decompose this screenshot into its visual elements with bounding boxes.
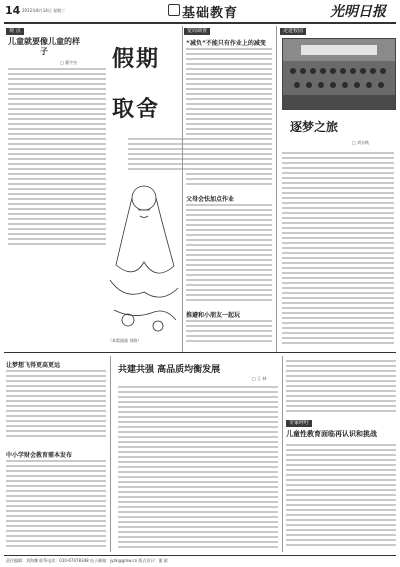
bottom-left-body-1 bbox=[6, 370, 106, 442]
bottom-col-divider-2 bbox=[282, 356, 283, 552]
bottom-col-divider-1 bbox=[110, 356, 111, 552]
left-article-body bbox=[8, 68, 106, 248]
date-line: 2012年8月14日 星期三 bbox=[22, 8, 66, 13]
bottom-left-body-2 bbox=[6, 460, 106, 552]
bottom-right-upper-body bbox=[286, 360, 396, 416]
footer-credits: 责任编辑：刘海鹰 联系电话：010-67078348 电子邮箱：jyzk@gmw.cn 版式设计：董 斌 bbox=[6, 558, 168, 563]
survey-body-2 bbox=[186, 204, 272, 304]
section-title: 基础教育 bbox=[182, 6, 239, 21]
survey-tag: 宽周调查 bbox=[184, 28, 210, 35]
left-byline: □ 董宇杰 bbox=[60, 60, 78, 65]
survey-subtitle-1: “减负”不能只有作业上的减变 bbox=[186, 40, 266, 47]
right-section-tag: 走进校园 bbox=[280, 28, 306, 35]
survey-column-divider bbox=[182, 26, 183, 352]
expert-tag: 专家呼吁 bbox=[286, 420, 312, 427]
footer-divider bbox=[4, 555, 396, 556]
survey-subtitle-3: 推避和小朋友一起玩 bbox=[186, 312, 241, 319]
bottom-center-body bbox=[118, 386, 278, 552]
feature-illustration bbox=[104, 170, 182, 335]
bottom-right-title: 儿童性教育面临再认识和挑战 bbox=[286, 430, 377, 438]
feature-intro-body bbox=[128, 138, 190, 172]
feature-big-title-1: 假期 bbox=[112, 46, 161, 72]
bottom-right-body bbox=[286, 444, 396, 552]
bottom-left-title-1: 让梦想飞得更高更远 bbox=[6, 362, 61, 369]
right-article-body bbox=[282, 152, 394, 348]
left-section-tag: 观 点 bbox=[6, 28, 24, 35]
bottom-left-title-2: 中小学财会教育需本发布 bbox=[6, 452, 73, 459]
feature-big-title-2: 取舍 bbox=[112, 96, 161, 122]
bottom-divider bbox=[4, 352, 396, 353]
survey-subtitle-2: 父母会怯加点作业 bbox=[186, 196, 235, 203]
right-column-divider bbox=[276, 26, 277, 352]
brand-logo: 光明日报 bbox=[330, 4, 386, 20]
right-article-title: 逐梦之旅 bbox=[290, 120, 339, 134]
illustration-caption: （本版插画 刘路） bbox=[108, 338, 142, 343]
group-photo bbox=[282, 38, 396, 110]
left-article-title: 儿童就要像儿童的样子 bbox=[8, 37, 80, 56]
survey-body-1 bbox=[186, 48, 272, 188]
page-number: 14 bbox=[5, 4, 21, 17]
section-logo-icon bbox=[168, 4, 180, 16]
header-divider bbox=[4, 22, 396, 24]
bottom-center-title: 共建共强 高品质均衡发展 bbox=[118, 365, 221, 375]
survey-body-3 bbox=[186, 320, 272, 348]
right-byline: □ 刘水秋 bbox=[352, 140, 370, 145]
page-header bbox=[0, 0, 400, 22]
bottom-center-byline: □ 王 林 bbox=[252, 376, 267, 381]
